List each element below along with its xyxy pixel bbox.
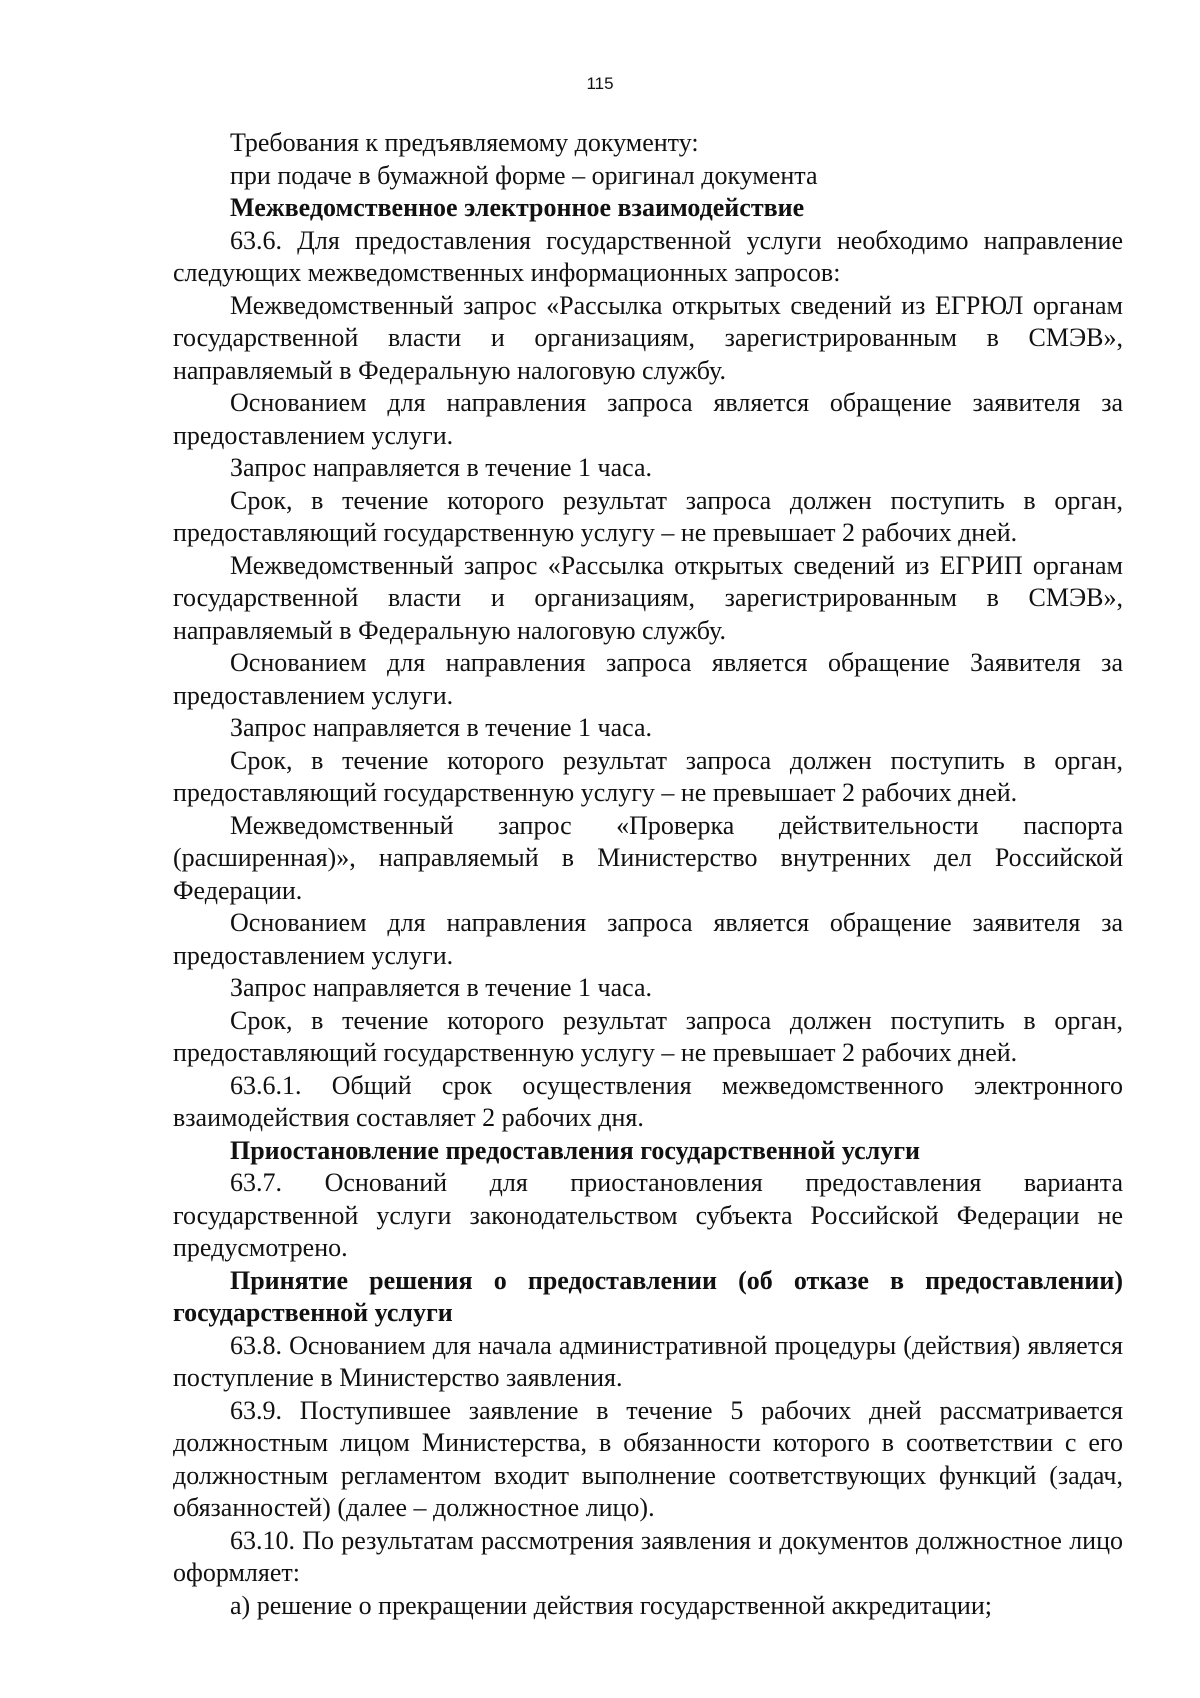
heading-suspension: Приостановление предоставления государственной услуги: [230, 1135, 921, 1165]
paragraph-request-deadline: Срок, в течение которого результат запроса должен поступить в орган, предоставляющий государственную услугу – не превышает 2 рабочих дней.: [173, 485, 1123, 547]
paragraph-passport-request: Межведомственный запрос «Проверка действительности паспорта (расширенная)», направляемый в Министерство внутренних дел Российской Федерации.: [173, 810, 1123, 905]
paragraph-request-deadline: Срок, в течение которого результат запроса должен поступить в орган, предоставляющий государственную услугу – не превышает 2 рабочих дней.: [173, 1005, 1123, 1067]
paragraph-63-10: 63.10. По результатам рассмотрения заявления и документов должностное лицо оформляет:: [173, 1525, 1123, 1587]
paragraph-paper-original: при подаче в бумажной форме – оригинал документа: [230, 160, 818, 190]
paragraph-63-6-1: 63.6.1. Общий срок осуществления межведомственного электронного взаимодействия составляет 2 рабочих дня.: [173, 1070, 1123, 1132]
heading-decision: Принятие решения о предоставлении (об отказе в предоставлении) государственной услуги: [173, 1265, 1123, 1327]
paragraph-63-8: 63.8. Основанием для начала административной процедуры (действия) является поступление в Министерство заявления.: [173, 1330, 1123, 1392]
heading-interagency-interaction: Межведомственное электронное взаимодействие: [230, 193, 805, 222]
paragraph-item-a: а) решение о прекращении действия государственной аккредитации;: [230, 1590, 992, 1620]
paragraph-request-time: Запрос направляется в течение 1 часа.: [230, 453, 653, 482]
paragraph-63-6: 63.6. Для предоставления государственной услуги необходимо направление следующих межведомственных информационных запросов:: [173, 225, 1123, 287]
page-number: 115: [586, 74, 614, 93]
paragraph-63-9: 63.9. Поступившее заявление в течение 5 рабочих дней рассматривается должностным лицом Министерства, в обязанности которого в соответствии с его должностным регламентом входит выполнение соответствующих функций (задач, обязанностей) (далее – должностное лицо).: [173, 1395, 1123, 1522]
paragraph-requirements-title: Требования к предъявляемому документу:: [230, 128, 699, 157]
paragraph-request-deadline: Срок, в течение которого результат запроса должен поступить в орган, предоставляющий государственную услугу – не превышает 2 рабочих дней.: [173, 745, 1123, 807]
paragraph-egrip-request: Межведомственный запрос «Рассылка открытых сведений из ЕГРИП органам государственной власти и организациям, зарегистрированным в СМЭВ», направляемый в Федеральную налоговую службу.: [173, 550, 1123, 645]
document-body: [173, 127, 1123, 1622]
paragraph-request-basis: Основанием для направления запроса является обращение заявителя за предоставлением услуги.: [173, 388, 1123, 450]
paragraph-egrul-request: Межведомственный запрос «Рассылка открытых сведений из ЕГРЮЛ органам государственной власти и организациям, зарегистрированным в СМЭВ», направляемый в Федеральную налоговую службу.: [173, 290, 1123, 385]
paragraph-request-time: Запрос направляется в течение 1 часа.: [230, 973, 653, 1002]
paragraph-request-time: Запрос направляется в течение 1 часа.: [230, 713, 653, 742]
paragraph-request-basis: Основанием для направления запроса является обращение Заявителя за предоставлением услуги.: [173, 648, 1123, 710]
paragraph-63-7: 63.7. Оснований для приостановления предоставления варианта государственной услуги законодательством субъекта Российской Федерации не предусмотрено.: [173, 1168, 1123, 1262]
paragraph-request-basis: Основанием для направления запроса является обращение заявителя за предоставлением услуги.: [173, 908, 1123, 970]
